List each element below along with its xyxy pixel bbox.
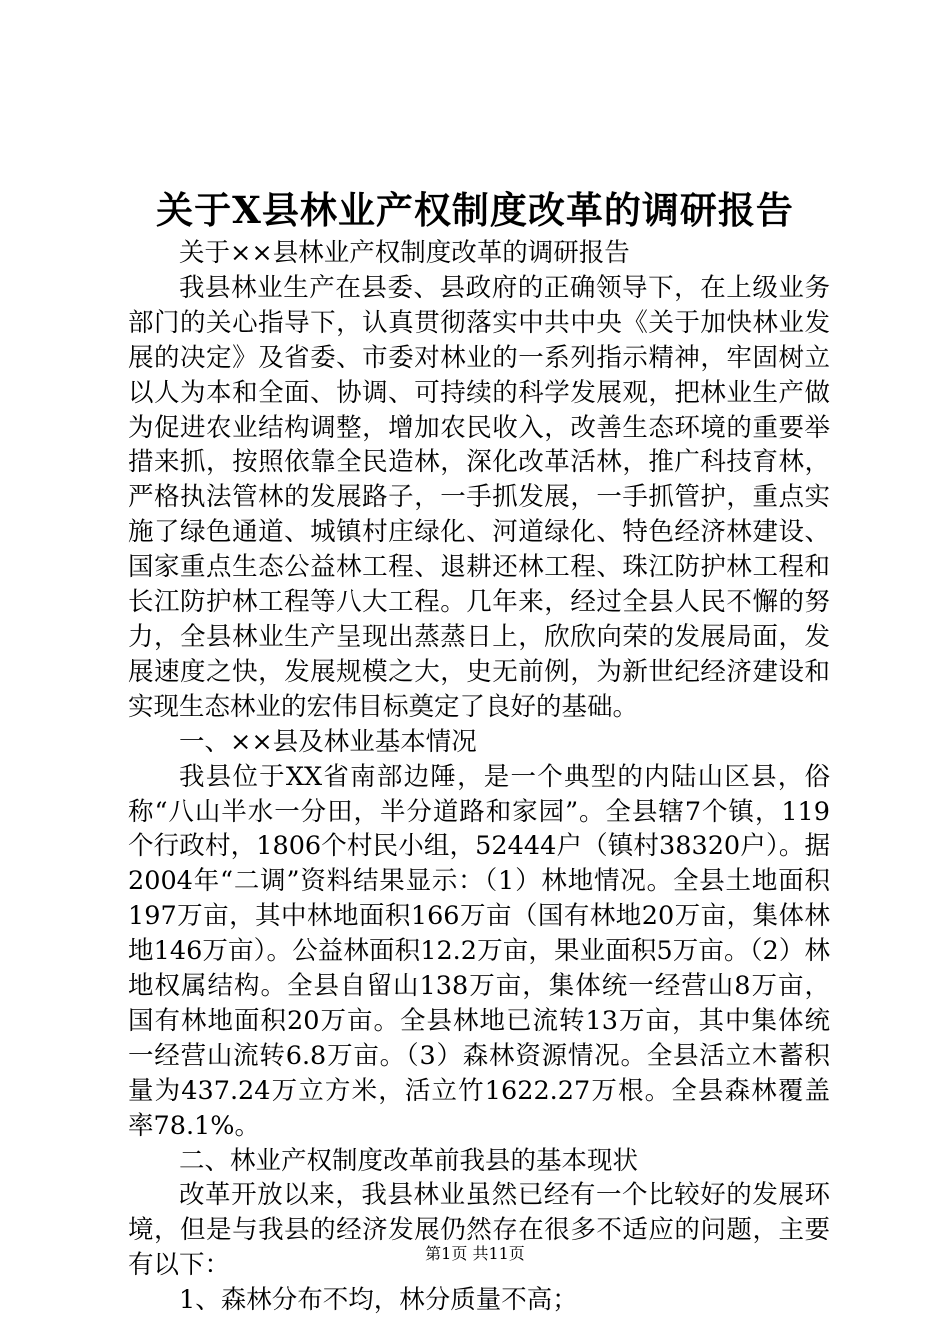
list-item-1: 1、森林分布不均，林分质量不高； bbox=[179, 1285, 578, 1316]
page-footer: 第1页 共11页 bbox=[425, 1244, 525, 1263]
paragraph-intro: 我县林业生产在县委、县政府的正确领导下，在上级业务部门的关心指导下，认真贯彻落实中共中央《关于加快林业发展的决定》及省委、市委对林业的一系列指示精神，牢固树立以人为本和全面、协调、可持续的科学发展观，把林业生产做为促进农业结构调整，增加农民收入，改善生态环境的重要举措来抓，按照依靠全民造林，深化改革活林，推广科技育林，严格执法管林的发展路子，一手抓发展，一手抓管护，重点实施了绿色通道、城镇村庄绿化、河道绿化、特色经济林建设、国家重点生态公益林工程、退耕还林工程、珠江防护林工程和长江防护林工程等八大工程。几年来，经过全县人民不懈的努力，全县林业生产呈现出蒸蒸日上，欣欣向荣的发展局面，发展速度之快，发展规模之大，史无前例，为新世纪经济建设和实现生态林业的宏伟目标奠定了良好的基础。 bbox=[128, 272, 830, 722]
section-heading-1: 一、××县及林业基本情况 bbox=[179, 726, 477, 757]
paragraph-basic-info: 我县位于XX省南部边陲，是一个典型的内陆山区县，俗称“八山半水一分田，半分道路和家园”。全县辖7个镇，119个行政村，1806个村民小组，52444户（镇村38320户）。据2004年“二调”资料结果显示：（1）林地情况。全县土地面积197万亩，其中林地面积166万亩（国有林地20万亩，集体林地146万亩）。公益林面积12.2万亩，果业面积5万亩。（2）林地权属结构。全县自留山138万亩，集体统一经营山8万亩，国有林地面积20万亩。全县林地已流转13万亩，其中集体统一经营山流转6.8万亩。（3）森林资源情况。全县活立木蓄积量为437.24万立方米，活立竹1622.27万根。全县森林覆盖率78.1%。 bbox=[128, 761, 830, 1141]
document-body bbox=[128, 236, 830, 1318]
section-heading-2: 二、林业产权制度改革前我县的基本现状 bbox=[179, 1145, 639, 1176]
paragraph-subtitle: 关于××县林业产权制度改革的调研报告 bbox=[179, 238, 630, 268]
document-title: 关于X县林业产权制度改革的调研报告 bbox=[156, 188, 794, 232]
paragraph-status: 改革开放以来，我县林业虽然已经有一个比较好的发展环境，但是与我县的经济发展仍然存在很多不适应的问题，主要有以下： bbox=[128, 1180, 830, 1281]
